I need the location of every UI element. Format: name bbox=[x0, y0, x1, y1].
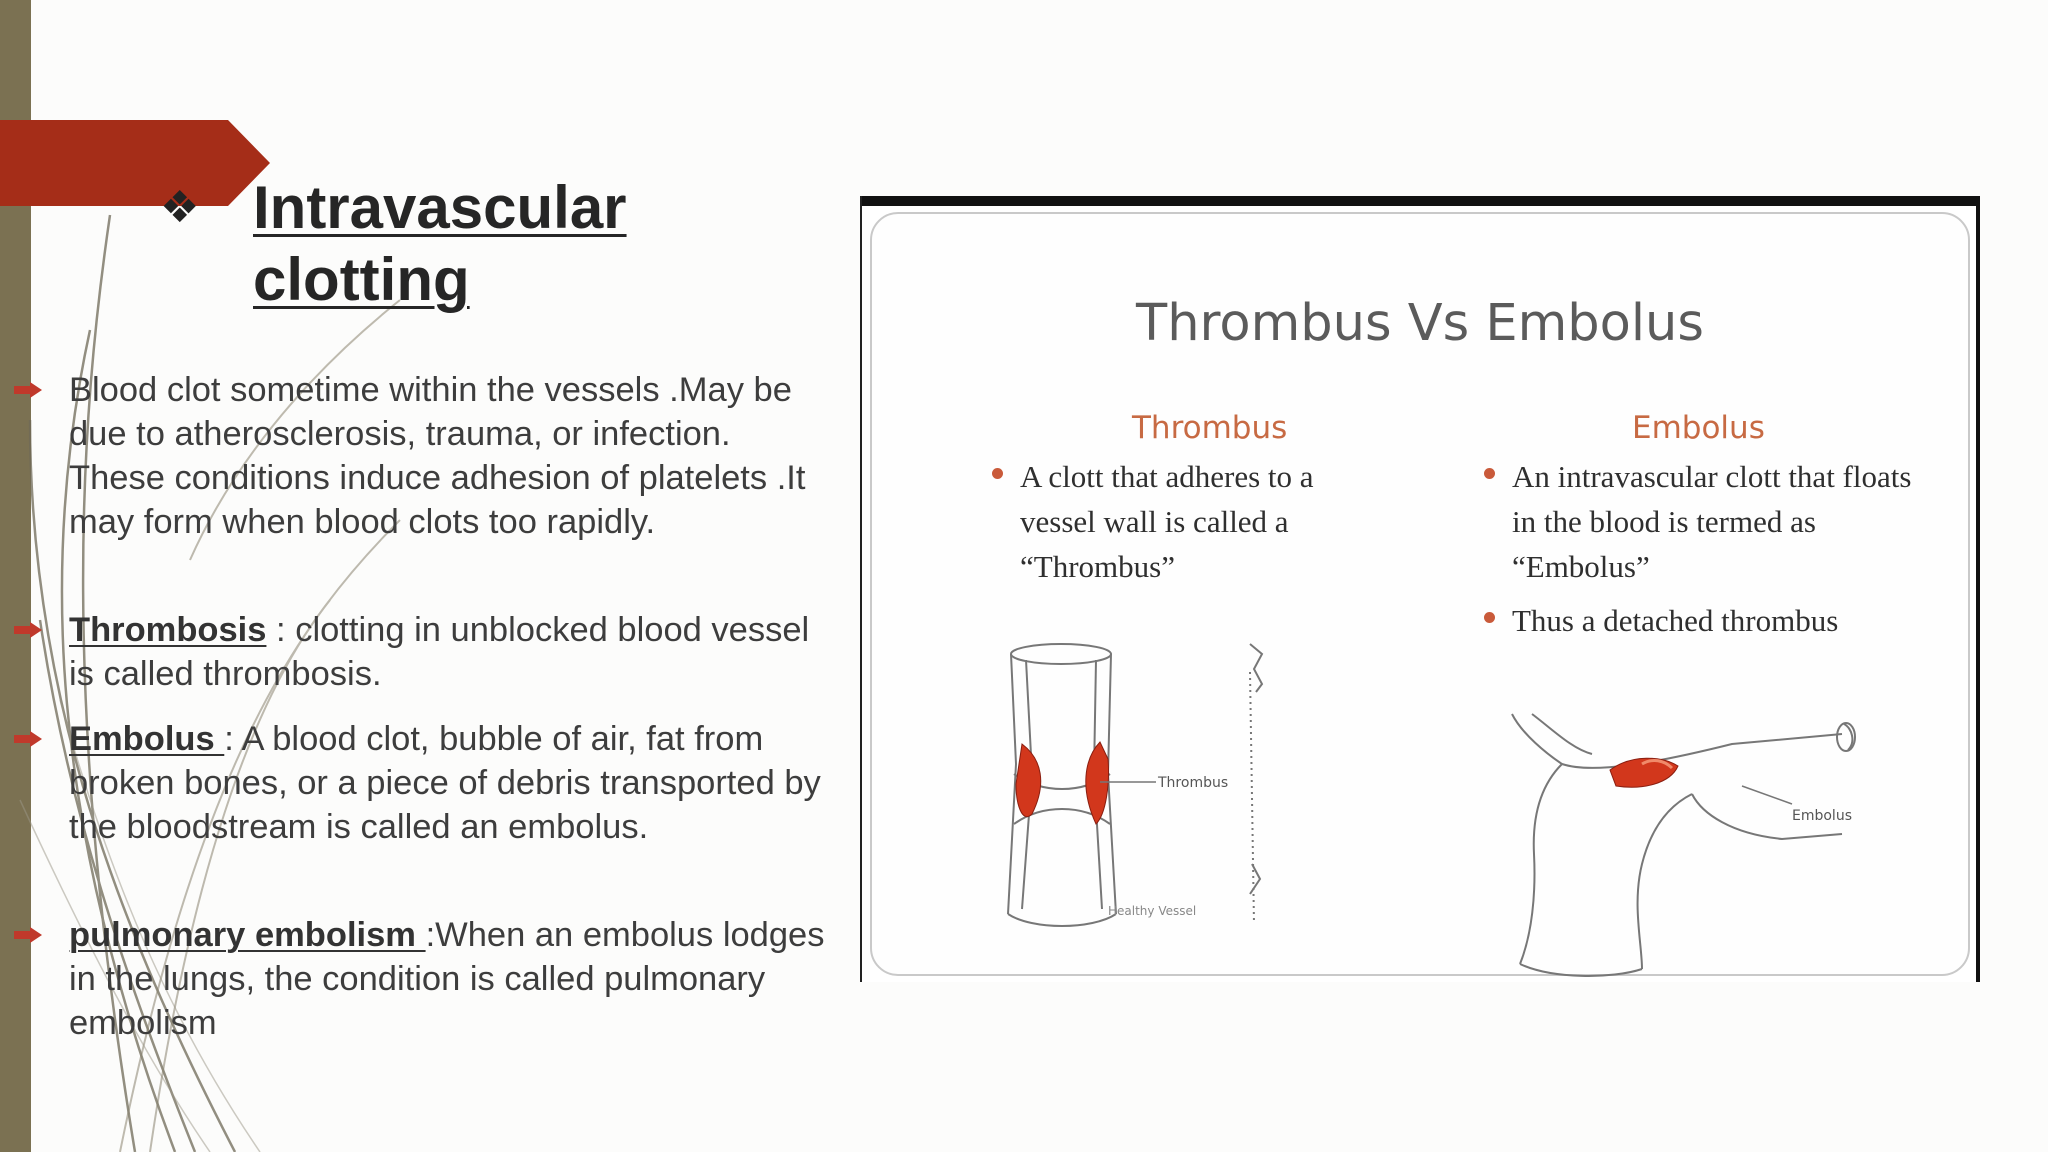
embolus-point-text: Thus a detached thrombus bbox=[1512, 603, 1839, 638]
bullet-body: : clotting in unblocked blood vessel is called thrombosis. bbox=[69, 611, 810, 693]
thrombus-heading: Thrombus bbox=[1132, 410, 1288, 446]
bullet-dot-icon bbox=[1484, 468, 1495, 479]
arrow-bullet-icon bbox=[14, 731, 42, 747]
bullet-text bbox=[69, 913, 829, 1045]
diamond-bullet-icon: ❖ bbox=[160, 182, 200, 233]
arrow-bullet-icon bbox=[14, 382, 42, 398]
bullet-text bbox=[69, 608, 829, 696]
arrow-bullet-icon bbox=[14, 927, 42, 943]
bullet-body: :When an embolus lodges in the lungs, the condition is called pulmonary embolism bbox=[69, 916, 825, 1042]
arrow-bullet-icon bbox=[14, 622, 42, 638]
figure-left-border bbox=[860, 196, 862, 982]
title-arrow-banner bbox=[0, 120, 270, 206]
bullet-term: Embolus bbox=[69, 720, 225, 758]
bullet-term: Thrombosis bbox=[69, 611, 267, 649]
thrombus-vs-embolus-figure bbox=[860, 196, 1980, 982]
thrombus-diagram-label: Thrombus bbox=[1158, 775, 1229, 791]
healthy-vessel-label: Healthy Vessel bbox=[1108, 904, 1197, 918]
embolus-vessel-diagram bbox=[1492, 694, 1912, 984]
thrombus-point-text: A clott that adheres to a vessel wall is called a “Thrombus” bbox=[1020, 459, 1314, 584]
bullet-body: : A blood clot, bubble of air, fat from broken bones, or a piece of debris transported by the bloodstream is called an embolus. bbox=[69, 720, 821, 846]
bullet-body: Blood clot sometime within the vessels .May be due to atherosclerosis, trauma, or infection. These conditions induce adhesion of platelets .It may form when blood clots too rapidly. bbox=[69, 371, 806, 541]
bullet-term: pulmonary embolism bbox=[69, 916, 426, 954]
figure-top-border bbox=[860, 196, 1980, 206]
slide-title: Intravascular clotting bbox=[253, 174, 627, 313]
embolus-diagram-label: Embolus bbox=[1792, 808, 1852, 824]
embolus-point bbox=[1512, 598, 1932, 643]
bullet-text bbox=[69, 368, 829, 544]
thrombus-point bbox=[1020, 454, 1390, 589]
embolus-point-text: An intravascular clott that floats in the blood is termed as “Embolus” bbox=[1512, 459, 1912, 584]
figure-title: Thrombus Vs Embolus bbox=[1136, 294, 1704, 353]
figure-card bbox=[870, 212, 1970, 976]
figure-right-border bbox=[1976, 196, 1980, 982]
bullet-text bbox=[69, 717, 829, 849]
bullet-dot-icon bbox=[992, 468, 1003, 479]
embolus-point bbox=[1512, 454, 1932, 589]
embolus-heading: Embolus bbox=[1632, 410, 1765, 446]
bullet-dot-icon bbox=[1484, 612, 1495, 623]
